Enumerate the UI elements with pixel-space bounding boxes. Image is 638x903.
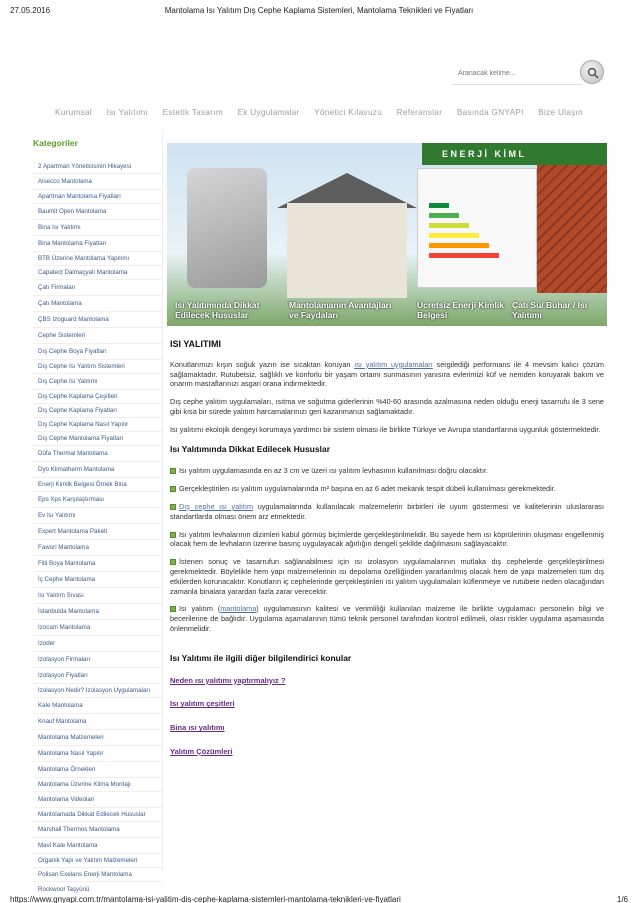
sidebar-category-item[interactable]: Polisan Exelans Enerji Mantolama xyxy=(33,868,162,882)
sidebar-category-item[interactable]: Apartman Mantolama Fiyatları xyxy=(33,190,162,204)
related-link-4[interactable]: Yalıtım Çözümleri xyxy=(170,746,233,756)
sidebar-category-item[interactable]: Enerji Kimlik Belgesi Örnek Bina xyxy=(33,478,162,492)
sidebar-title: Kategoriler xyxy=(33,138,78,148)
sidebar-category-item[interactable]: Marshall Thermos Mantolama xyxy=(33,822,162,838)
print-title: Mantolama Isı Yalıtım Dış Cephe Kaplama Sistemleri, Mantolama Teknikleri ve Fiyatları xyxy=(164,6,474,15)
sidebar-category-item[interactable]: Dış Cephe Isı Yalıtımı xyxy=(33,374,162,390)
nav-item-kurumsal[interactable]: Kurumsal xyxy=(55,108,92,117)
sidebar-category-item[interactable]: Izocam Mantolama xyxy=(33,620,162,636)
check-icon xyxy=(170,559,176,565)
sidebar-category-item[interactable]: Rockwool Taşyünü xyxy=(33,882,162,898)
energy-bar-d xyxy=(429,233,479,238)
hero-caption-4[interactable]: Çatı Su/ Buhar / Isı Yalıtımı xyxy=(512,300,588,320)
related-link-3[interactable]: Bina ısı yalıtımı xyxy=(170,723,225,733)
print-header xyxy=(10,6,628,18)
nav-item-estetik-tasarim[interactable]: Estetik Tasarım xyxy=(162,108,223,117)
check-icon xyxy=(170,606,176,612)
bullet-3: Dış cephe ısı yalıtım uygulamalarında kullanılacak malzemelerin birbirleri ile uyum göstermesi ve kalitelerinin uluslararası standartlarda olması önem arz etmektedir. xyxy=(170,501,604,521)
bullet-6: Isı yalıtım (mantolama) uygulamasının kalitesi ve verimliliği kullanılan malzeme ile birlikte uygulamacı personelin bilgi ve becerilerine de bağlıdır. Uygulama aşamalarının tümü teknik personel tarafından kontrol edilmeli, olası riskler uygulama aşamasında önlenmelidir. xyxy=(170,604,604,633)
sidebar-category-item[interactable]: 2 Apartman Yöneticisinin Hikayesi xyxy=(33,160,162,174)
sidebar-category-item[interactable]: Dış Cephe Kaplama Nasıl Yapılır xyxy=(33,418,162,432)
sidebar-category-item[interactable]: Expert Mantolama Paketi xyxy=(33,524,162,540)
hero-caption-3[interactable]: Ücretsiz Enerji Kimlik Belgesi xyxy=(417,300,504,320)
sidebar-category-item[interactable]: Bina Isı Yalıtımı xyxy=(33,220,162,236)
category-list xyxy=(33,160,162,898)
sidebar-category-item[interactable]: Izoder xyxy=(33,636,162,652)
mantolama-link[interactable]: mantolama xyxy=(220,604,257,614)
sidebar-category-item[interactable]: ÇBS Izoguard Mantolama xyxy=(33,312,162,328)
worker-photo xyxy=(187,168,267,288)
sidebar-category-item[interactable]: Çatı Firmaları xyxy=(33,280,162,296)
energy-bar-e xyxy=(429,243,489,248)
house-photo xyxy=(287,203,407,298)
sidebar-category-item[interactable]: Mantolama Örnekleri xyxy=(33,762,162,778)
search-button[interactable] xyxy=(580,60,604,84)
bullet-2: Gerçekleştirilen ısı yalıtım uygulamalarında m² başına en az 6 adet mekanik tespit dübeli kullanılması gerekmektedir. xyxy=(170,484,604,494)
hero-caption-2[interactable]: Mantolamanın Avantajları ve Faydaları xyxy=(289,300,392,320)
sidebar-category-item[interactable]: Mantolama Üzerine Klima Montajı xyxy=(33,778,162,792)
sidebar-category-item[interactable]: Dış Cephe Kaplama Çeşitleri xyxy=(33,390,162,404)
bullet-1: Isı yalıtım uygulamasında en az 3 cm ve üzeri ısı yalıtım levhasının kullanılması doğru olacaktır. xyxy=(170,466,604,476)
roof-tiles-photo xyxy=(537,163,607,293)
energy-bar-c xyxy=(429,223,469,228)
energy-certificate xyxy=(417,168,537,288)
sidebar-category-item[interactable]: BTB Üzerine Mantolama Yapılımı xyxy=(33,252,162,266)
sidebar-category-item[interactable]: Ev Isı Yalıtımı xyxy=(33,508,162,524)
sidebar-category-item[interactable]: Dyo Klimatherm Mantolama xyxy=(33,462,162,478)
nav-item-yonetici-kilavuzu[interactable]: Yönetici Kılavuzu xyxy=(314,108,383,117)
main-nav xyxy=(0,108,638,117)
article xyxy=(170,340,604,771)
nav-item-bize-ulasin[interactable]: Bize Ulaşın xyxy=(538,108,583,117)
page-title: ISI YALITIMI xyxy=(170,339,222,349)
sidebar xyxy=(33,130,163,893)
sidebar-category-item[interactable]: Organik Yapı ve Yalıtım Malzemeleri xyxy=(33,854,162,868)
check-icon xyxy=(170,532,176,538)
dis-cephe-link[interactable]: Dış cephe ısı yalıtım xyxy=(179,501,254,511)
nav-item-referanslar[interactable]: Referanslar xyxy=(396,108,443,117)
sidebar-category-item[interactable]: Mantolamada Dikkat Edilecek Hususlar xyxy=(33,808,162,822)
sidebar-category-item[interactable]: Capatect Dalmaçyalı Mantolama xyxy=(33,266,162,280)
sidebar-category-item[interactable]: Mantolama Malzemeleri xyxy=(33,730,162,746)
print-page-number: 1/6 xyxy=(616,895,628,903)
sidebar-category-item[interactable]: Mavi Kale Mantolama xyxy=(33,838,162,854)
sidebar-category-item[interactable]: Izolasyon Fiyatları xyxy=(33,668,162,684)
related-link-1[interactable]: Neden ısı yalıtımı yaptırmalıyız ? xyxy=(170,675,286,685)
energy-bar-b xyxy=(429,213,459,218)
isi-yalitim-link[interactable]: ısı yalıtım uygulamaları xyxy=(354,359,433,369)
check-icon xyxy=(170,504,176,510)
search-input[interactable] xyxy=(452,63,582,85)
section-heading-related: Isı Yalıtımı ile ilgili diğer bilgilendirici konular xyxy=(170,652,352,663)
nav-item-isi-yalitimi[interactable]: Isı Yalıtımı xyxy=(106,108,149,117)
energy-banner: ENERJİ KİML xyxy=(422,143,607,165)
hero-slider[interactable] xyxy=(167,143,607,326)
related-links xyxy=(170,676,604,757)
intro-paragraph: Konutlarımızı kışın soğuk yazın ise sıcaktan koruyan ısı yalıtım uygulamaları sergilediği performans ile 4 mevsim kalıcı çözüm sağlamaktadır. Rutubetsiz, sağlıklı ve konforlu bir yaşam ortamı sunmasının yanısıra evlerimizi küf ve nemden koruyarak bakım ve onarım masraflarınızı asgari orana indirmektedir. xyxy=(170,359,604,389)
paragraph-savings: Dış cephe yalıtım uygulamaları, ısıtma ve soğutma giderlerinin %40-60 arasında azalmasına neden olduğu enerji tasarrufu ile 3 sene gibi kısa bir sürede yalıtım harcamalarınızı geri kazanmanızı sağlamaktadır. xyxy=(170,397,604,416)
print-url: https://www.gnyapi.com.tr/mantolama-isi-yalitim-dis-cephe-kaplama-sistemleri-mantolama-teknikleri-ve-fiyatlari xyxy=(10,895,401,903)
sidebar-category-item[interactable]: Çatı Mantolama xyxy=(33,296,162,312)
hero-caption-1[interactable]: Isı Yalıtımında Dikkat Edilecek Hususlar xyxy=(175,300,260,320)
print-date: 27.05.2016 xyxy=(10,6,51,15)
nav-item-basinda[interactable]: Basında GNYAPI xyxy=(456,108,524,117)
sidebar-category-item[interactable]: Dış Cephe Mantolama Fiyatları xyxy=(33,432,162,446)
sidebar-category-item[interactable]: Dış Cephe Kaplama Fiyatları xyxy=(33,404,162,418)
sidebar-category-item[interactable]: Baumit Open Mantolama xyxy=(33,204,162,220)
sidebar-category-item[interactable]: Eps Xps Karşılaştırması xyxy=(33,492,162,508)
sidebar-category-item[interactable]: İç Cephe Mantolama xyxy=(33,572,162,588)
sidebar-category-item[interactable]: Izolasyon Nedir? Izolasyon Uygulamaları xyxy=(33,684,162,698)
sidebar-category-item[interactable]: Cephe Sistemleri xyxy=(33,328,162,344)
section-heading-hususlar: Isı Yalıtımında Dikkat Edilecek Hususlar xyxy=(170,443,330,454)
bullet-4: Isı yalıtım levhalarının dizimleri kabul görmüş biçimlerde gerçekleştirilmelidir. Bu sayede hem ısı köprülerinin oluşması engellenmiş olacak hem de levhaların üzerine basınç uygulayacak ağırlığın dengeli şekilde dağılmasını sağlayacaktır. xyxy=(170,529,604,549)
sidebar-category-item[interactable]: Kale Mantolama xyxy=(33,698,162,714)
sidebar-category-item[interactable]: Bina Mantolama Fiyatları xyxy=(33,236,162,252)
sidebar-category-item[interactable]: Dış Cephe Isı Yalıtım Sistemleri xyxy=(33,360,162,374)
sidebar-category-item[interactable]: Düfa Thermal Mantolama xyxy=(33,446,162,462)
sidebar-category-item[interactable]: Mantolama Videoları xyxy=(33,792,162,808)
related-link-2[interactable]: Isı yalıtım çeşitleri xyxy=(170,699,235,709)
sidebar-category-item[interactable]: Mantolama Nasıl Yapılır xyxy=(33,746,162,762)
search-icon xyxy=(587,67,599,79)
sidebar-category-item[interactable]: Dış Cephe Boya Fiyatları xyxy=(33,344,162,360)
bullet-5: İstenen sonuç ve tasarrufun sağlanabilmesi için ısı izolasyon uygulamalarının mutlaka dış cephelerde gerçekleştirilmesi gerekmektedir. Böylelikle hem yapı malzemelerinin ısı depolama özelliğinden yararlanılmış olacak hem de yapı malzemeleri tüm dış etkilerden korunacaktır. Konutların iç cephelerinde gerçekleştirilen ısı yalıtım uygulamaları küflenmeye ve rutubete neden olacağından zamanla binalara yarardan fazla zarar verecektir. xyxy=(170,557,604,596)
sidebar-category-item[interactable]: Izolasyon Firmaları xyxy=(33,652,162,668)
search-box xyxy=(452,62,604,84)
paragraph-standards: Isı yalıtımı ekolojik dengeyi korumaya yardımcı bir sistem olması ile birlikte Türkiye ve Avrupa standartlarına uygunluk göstermektedir. xyxy=(170,424,601,434)
check-icon xyxy=(170,468,176,474)
sidebar-category-item[interactable]: Isı Yalıtım Sıvası xyxy=(33,588,162,604)
energy-bar-f xyxy=(429,253,499,258)
energy-bar-a xyxy=(429,203,449,208)
sidebar-category-item[interactable]: Knauf Mantolama xyxy=(33,714,162,730)
sidebar-category-item[interactable]: Alsecco Mantolama xyxy=(33,174,162,190)
check-icon xyxy=(170,486,176,492)
nav-item-ek-uygulamalar[interactable]: Ek Uygulamalar xyxy=(237,108,300,117)
sidebar-category-item[interactable]: İstanbulda Mantolama xyxy=(33,604,162,620)
sidebar-category-item[interactable]: Filli Boya Mantolama xyxy=(33,556,162,572)
sidebar-category-item[interactable]: Fawori Mantolama xyxy=(33,540,162,556)
